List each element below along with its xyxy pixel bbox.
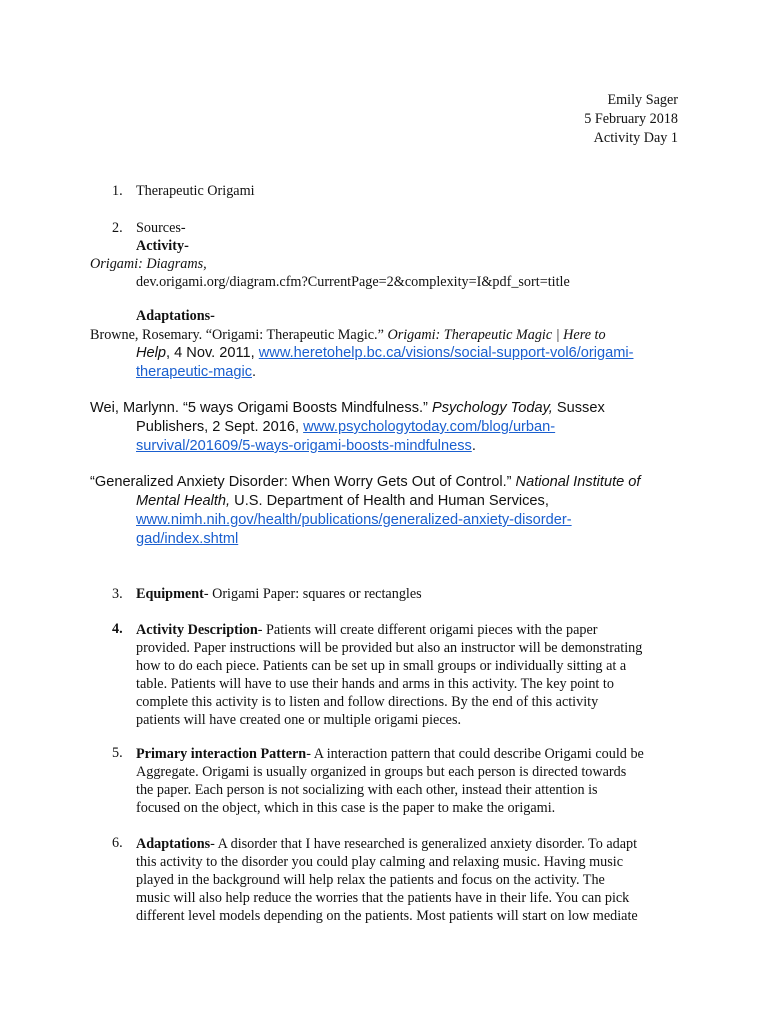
paragraph-line: Aggregate. Origami is usually organized in groups but each person is directed towards [136, 764, 627, 780]
interaction-pattern-line [136, 745, 644, 763]
citation-nimh-line3 [136, 512, 572, 528]
paragraph-line: how to do each piece. Patients can be set up in small groups or individually sitting at a [136, 658, 627, 674]
citation-text: . [471, 438, 476, 454]
item-2-number: 2. [112, 220, 123, 236]
activity-heading: Activity- [136, 238, 189, 254]
citation-title: Help [136, 345, 167, 361]
citation-link[interactable]: gad/index.shtml [136, 531, 239, 547]
citation-browne-line2 [136, 345, 634, 361]
citation-text: Wei, Marlynn. “5 ways Origami Boosts Mindfulness.” [90, 400, 432, 416]
citation-link[interactable]: survival/201609/5-ways-origami-boosts-mindfulness [136, 438, 472, 454]
document-date: 5 February 2018 [584, 111, 678, 127]
paragraph-line: focused on the object, which in this case is the paper to make the origami. [136, 800, 556, 816]
interaction-pattern-label: Primary interaction Pattern [136, 746, 307, 762]
citation-link[interactable]: www.heretohelp.bc.ca/visions/social-support-vol6/origami- [258, 345, 634, 361]
item-1-title: Therapeutic Origami [136, 183, 255, 199]
sources-label: Sources- [136, 220, 186, 236]
citation-browne-line3 [136, 364, 256, 380]
equipment-text: - Origami Paper: squares or rectangles [203, 586, 422, 602]
activity-day: Activity Day 1 [593, 130, 678, 146]
citation-text: Sussex [552, 400, 605, 416]
paragraph-line: the paper. Each person is not socializing with each other, instead their attention is [136, 782, 598, 798]
paragraph-line: table. Patients will have to use their hands and arms in this activity. The key point to [136, 676, 614, 692]
citation-title: Mental Health, [136, 493, 231, 509]
citation-nimh-line4 [136, 531, 238, 547]
citation-text: Publishers, 2 Sept. 2016, [136, 419, 304, 435]
citation-nimh-line1 [90, 474, 640, 490]
item-5-number: 5. [112, 745, 123, 761]
citation-wei-line3 [136, 438, 476, 454]
source-title: Origami: Diagrams, [90, 256, 207, 272]
activity-description-label: Activity Description [136, 622, 258, 638]
adaptations-line [136, 835, 637, 853]
adaptations-label: Adaptations [136, 836, 211, 852]
citation-text: “Generalized Anxiety Disorder: When Worry Gets Out of Control.” [90, 474, 516, 490]
adaptations-heading: Adaptations- [136, 308, 215, 324]
paragraph-line: music will also help reduce the worries that the patients have in their life. You can pick [136, 890, 630, 906]
paragraph-line: this activity to the disorder you could play calming and relaxing music. Having music [136, 854, 624, 870]
citation-wei-line2 [136, 419, 555, 435]
citation-text: , 4 Nov. 2011, [166, 345, 259, 361]
citation-link[interactable]: therapeutic-magic [136, 364, 252, 380]
paragraph-text: - A interaction pattern that could describe Origami could be [306, 746, 644, 762]
citation-title: Psychology Today, [431, 400, 553, 416]
paragraph-text: - Patients will create different origami pieces with the paper [257, 622, 598, 638]
citation-title: Origami: Therapeutic Magic | Here to [387, 327, 606, 343]
item-4-number: 4. [112, 621, 123, 637]
item-6-number: 6. [112, 835, 123, 851]
citation-link[interactable]: www.psychologytoday.com/blog/urban- [303, 419, 556, 435]
source-url: dev.origami.org/diagram.cfm?CurrentPage=2&complexity=I&pdf_sort=title [136, 274, 570, 290]
author-name: Emily Sager [607, 92, 678, 108]
citation-wei-line1 [90, 400, 605, 416]
equipment-line [136, 586, 422, 603]
equipment-label: Equipment [136, 586, 204, 602]
item-3-number: 3. [112, 586, 123, 602]
citation-nimh-line2 [136, 493, 549, 509]
paragraph-line: patients will have created one or multiple origami pieces. [136, 712, 462, 728]
activity-description-line [136, 621, 597, 639]
citation-link[interactable]: www.nimh.nih.gov/health/publications/generalized-anxiety-disorder- [136, 512, 572, 528]
paragraph-line: complete this activity is to listen and follow directions. By the end of this activity [136, 694, 599, 710]
citation-text: U.S. Department of Health and Human Services, [230, 493, 549, 509]
paragraph-line: different level models depending on the patients. Most patients will start on low mediate [136, 908, 638, 924]
citation-browne-line1 [90, 326, 606, 344]
citation-text: Browne, Rosemary. “Origami: Therapeutic Magic.” [90, 327, 388, 343]
paragraph-line: played in the background will help relax the patients and focus on the activity. The [136, 872, 605, 888]
paragraph-line: provided. Paper instructions will be provided but also an instructor will be demonstrating [136, 640, 643, 656]
citation-text: . [252, 364, 257, 380]
paragraph-text: - A disorder that I have researched is generalized anxiety disorder. To adapt [210, 836, 638, 852]
citation-title: National Institute of [515, 474, 641, 490]
item-1-number: 1. [112, 183, 123, 199]
